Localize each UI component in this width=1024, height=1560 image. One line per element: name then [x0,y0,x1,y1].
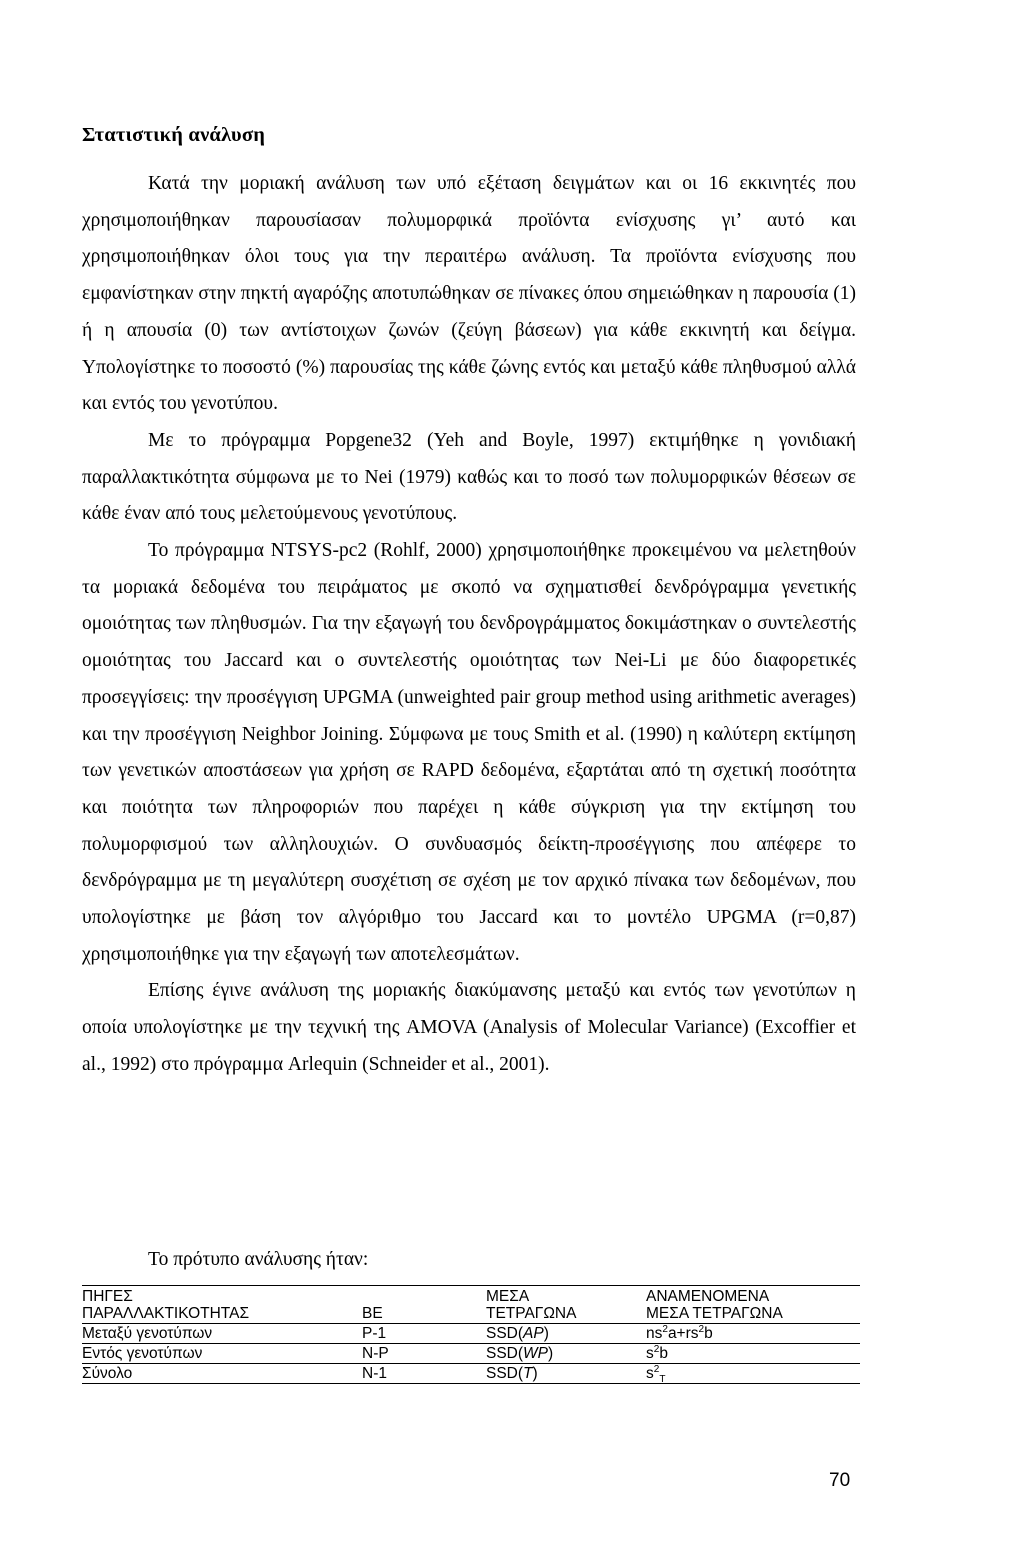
table-body [82,1324,860,1384]
table-intro: Το πρότυπο ανάλυσης ήταν: [148,1249,369,1270]
page-number: 70 [829,1470,851,1491]
paragraph: Με το πρόγραμμα Popgene32 (Yeh and Boyle, 1997) εκτιμήθηκε η γονιδιακή παραλλακτικότητα σύμφωνα με το Nei (1979) καθώς και το ποσό των πολυμορφικών θέσεων σε κάθε έναν από τους μελετούμενους γενοτύπους. [82,429,856,525]
cell-mean-square: SSD(T) [486,1364,646,1384]
header-mean-squares: ΜΕΣΑ ΤΕΤΡΑΓΩΝΑ [486,1286,646,1324]
header-expected-mean-squares: ΑΝΑΜΕΝΟΜΕΝΑ ΜΕΣΑ ΤΕΤΡΑΓΩΝΑ [646,1286,860,1324]
cell-mean-square: SSD(AP) [486,1324,646,1344]
cell-source: Σύνολο [82,1364,362,1384]
cell-mean-square: SSD(WP) [486,1344,646,1364]
table-row [82,1344,860,1364]
paragraph: Κατά την μοριακή ανάλυση των υπό εξέταση δειγμάτων και οι 16 εκκινητές που χρησιμοποιήθηκαν παρουσίασαν πολυμορφικά προϊόντα ενίσχυσης γι’ αυτό και χρησιμοποιήθηκαν όλοι τους για την περαιτέρω ανάλυση. Τα προϊόντα ενίσχυσης που εμφανίστηκαν στην πηκτή αγαρόζης αποτυπώθηκαν σε πίνακες όπου σημειώθηκαν η παρουσία (1) ή η απουσία (0) των αντίστοιχων ζωνών (ζεύγη βάσεων) για κάθε εκκινητή και δείγμα. Υπολογίστηκε το ποσοστό (%) παρουσίας της κάθε ζώνης εντός και μεταξύ κάθε πληθυσμού αλλά και εντός του γενοτύπου. [82,173,856,415]
amova-table [82,1285,860,1384]
table-row [82,1324,860,1344]
cell-expected-mean-square: $s^2_T$ [646,1364,860,1384]
cell-df: N-P [362,1344,486,1364]
paragraph: Επίσης έγινε ανάλυση της μοριακής διακύμανσης μεταξύ και εντός των γενοτύπων η οποία υπολογίστηκε με την τεχνική της AMOVA (Analysis of Molecular Variance) (Excoffier et al., 1992) στο πρόγραμμα Arlequin (Schneider et al., 2001). [82,980,856,1075]
cell-source: Εντός γενοτύπων [82,1344,362,1364]
header-sources: ΠΗΓΕΣ ΠΑΡΑΛΛΑΚΤΙΚΟΤΗΤΑΣ [82,1286,362,1324]
cell-expected-mean-square: $s^2b$ [646,1344,860,1364]
table-header-row [82,1286,860,1324]
section-heading: Στατιστική ανάλυση [82,124,266,146]
paragraph: Το πρόγραμμα NTSYS-pc2 (Rohlf, 2000) χρησιμοποιήθηκε προκειμένου να μελετηθούν τα μοριακά δεδομένα του πειράματος με σκοπό να σχηματισθεί δενδρόγραμμα γενετικής ομοιότητας των πληθυσμών. Για την εξαγωγή του δενδρογράμματος δοκιμάστηκαν ο συντελεστής ομοιότητας του Jaccard και ο συντελεστής ομοιότητας των Nei-Li με δύο διαφορετικές προσεγγίσεις: την προσέγγιση UPGMA (unweighted pair group method using arithmetic averages) και την προσέγγιση Neighbor Joining. Σύμφωνα με τους Smith et al. (1990) η καλύτερη εκτίμηση των γενετικών αποστάσεων για χρήση σε RAPD δεδομένα, εξαρτάται από τη σχετική ποσότητα και ποιότητα των πληροφοριών που παρέχει η κάθε σύγκριση για την εκτίμηση του πολυμορφισμού των αλληλουχιών. Ο συνδυασμός δείκτη-προσέγγισης που απέφερε το δενδρόγραμμα με τη μεγαλύτερη συσχέτιση σε σχέση με τον αρχικό πίνακα των δεδομένων, που υπολογίστηκε με βάση τον αλγόριθμο του Jaccard και το μοντέλο UPGMA (r=0,87) χρησιμοποιήθηκε για την εξαγωγή των αποτελεσμάτων. [82,540,856,965]
table-row [82,1364,860,1384]
cell-source: Μεταξύ γενοτύπων [82,1324,362,1344]
cell-expected-mean-square: $ns^2a+rs^2b$ [646,1324,860,1344]
cell-df: P-1 [362,1324,486,1344]
body-text [82,166,856,1084]
header-df: ΒΕ [362,1286,486,1324]
cell-df: N-1 [362,1364,486,1384]
